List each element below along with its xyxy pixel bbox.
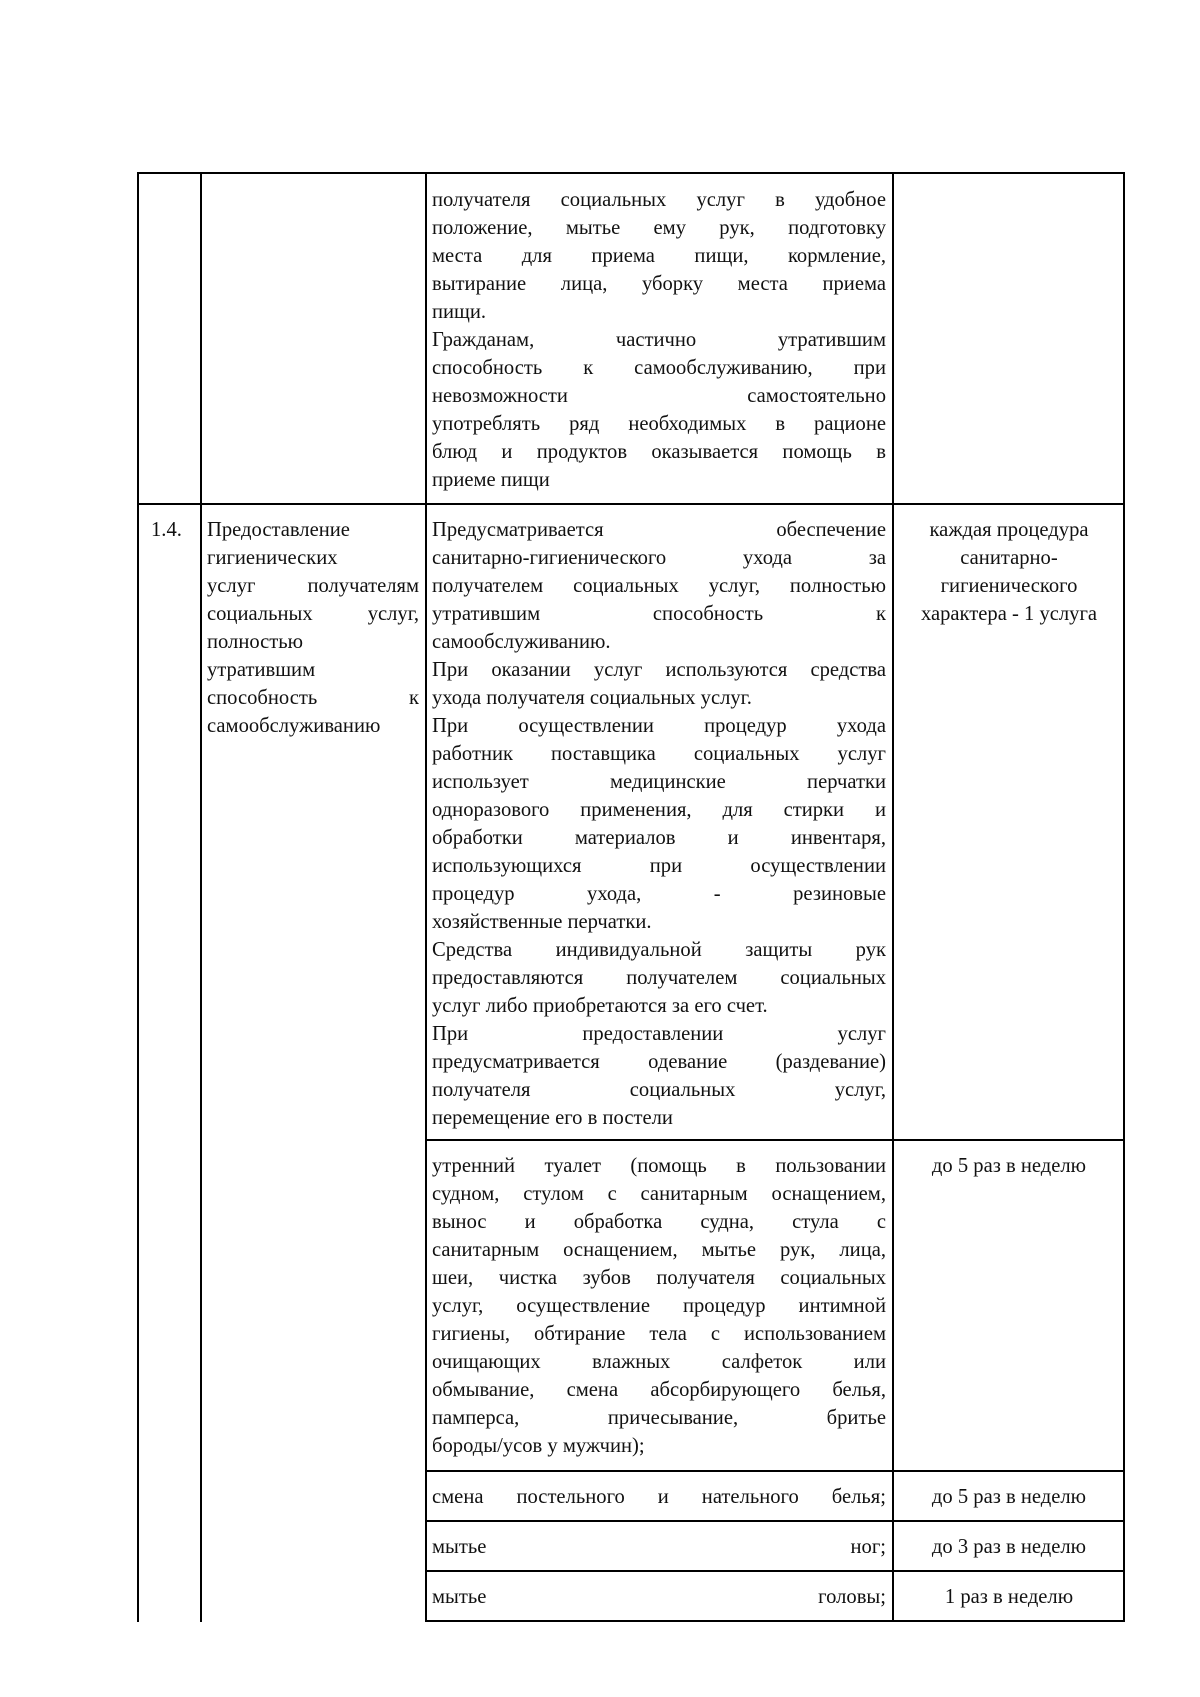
text-line: характера - 1 услуга: [920, 603, 1098, 625]
col-border-number: [200, 172, 202, 1622]
text-line: способность к: [207, 687, 419, 709]
text-line: гигиены, обтирание тела с использованием: [432, 1323, 886, 1345]
subrow-description-morning-toilet: [432, 1152, 886, 1460]
text-line: работник поставщика социальных услуг: [432, 743, 886, 765]
subrow-description-foot-wash: [432, 1533, 886, 1561]
text-line: судном, стулом с санитарным оснащением,: [432, 1183, 886, 1205]
text-line: услуг получателям: [207, 575, 419, 597]
text-line: получателя социальных услуг,: [432, 1079, 886, 1101]
text-line: вытирание лица, уборку места приема: [432, 273, 886, 295]
text-line: положение, мытье ему рук, подготовку: [432, 217, 886, 239]
text-line: Гражданам, частично утратившим: [432, 329, 886, 351]
text-line: санитарно-: [960, 547, 1058, 569]
subrow-divider-4: [425, 1570, 1125, 1572]
text-line: очищающих влажных салфеток или: [432, 1351, 886, 1373]
text-line: одноразового применения, для стирки и: [432, 799, 886, 821]
text-line: смена постельного и нательного белья;: [432, 1486, 886, 1508]
text-line: пищи.: [432, 301, 487, 323]
text-line: способность к самообслуживанию, при: [432, 357, 886, 379]
text-line: При оказании услуг используются средства: [432, 659, 886, 681]
text-line: При осуществлении процедур ухода: [432, 715, 886, 737]
text-line: процедур ухода, - резиновые: [432, 883, 886, 905]
text-line: мытье головы;: [432, 1586, 886, 1608]
text-line: приеме пищи: [432, 469, 550, 491]
subrow-volume-foot-wash: до 3 раз в неделю: [931, 1536, 1087, 1558]
text-line: блюд и продуктов оказывается помощь в: [432, 441, 886, 463]
text-line: шеи, чистка зубов получателя социальных: [432, 1267, 886, 1289]
subrow-divider-1: [425, 1139, 1125, 1141]
text-line: мытье ног;: [432, 1536, 886, 1558]
subrow-divider-2: [425, 1470, 1125, 1472]
col-border-description: [892, 172, 894, 1622]
subrow-volume-head-wash: 1 раз в неделю: [944, 1586, 1074, 1608]
text-line: утренний туалет (помощь в пользовании: [432, 1155, 886, 1177]
text-line: предоставляются получателем социальных: [432, 967, 886, 989]
subrow-volume-linen-change: до 5 раз в неделю: [931, 1486, 1087, 1508]
col-border-right: [1123, 172, 1125, 1622]
service-name: [207, 516, 419, 740]
col-border-name: [425, 172, 427, 1622]
row-number: 1.4.: [151, 519, 182, 541]
text-line: самообслуживанию.: [432, 631, 611, 653]
text-line: вынос и обработка судна, стула с: [432, 1211, 886, 1233]
text-line: гигиенического: [940, 575, 1078, 597]
text-line: самообслуживанию: [207, 715, 381, 737]
subrow-divider-3: [425, 1520, 1125, 1522]
text-line: получателем социальных услуг, полностью: [432, 575, 886, 597]
text-line: полностью: [207, 631, 304, 653]
text-line: Предусматривается обеспечение: [432, 519, 886, 541]
text-line: обмывание, смена абсорбирующего белья,: [432, 1379, 886, 1401]
text-line: использующихся при осуществлении: [432, 855, 886, 877]
subrow-description-head-wash: [432, 1583, 886, 1611]
text-line: При предоставлении услуг: [432, 1023, 886, 1045]
text-line: употреблять ряд необходимых в рационе: [432, 413, 886, 435]
text-line: санитарным оснащением, мытье рук, лица,: [432, 1239, 886, 1261]
text-line: предусматривается одевание (раздевание): [432, 1051, 886, 1073]
text-line: памперса, причесывание, бритье: [432, 1407, 886, 1429]
text-line: ухода получателя социальных услуг.: [432, 687, 752, 709]
row-divider-1-4: [137, 503, 1125, 505]
subrow-description-linen-change: [432, 1483, 886, 1511]
continuation-description: [432, 186, 886, 494]
text-line: невозможности самостоятельно: [432, 385, 886, 407]
text-line: Средства индивидуальной защиты рук: [432, 939, 886, 961]
text-line: обработки материалов и инвентаря,: [432, 827, 886, 849]
table-top-border: [137, 172, 1125, 174]
text-line: санитарно-гигиенического ухода за: [432, 547, 886, 569]
text-line: получателя социальных услуг в удобное: [432, 189, 886, 211]
subrow-bottom-border: [425, 1620, 1125, 1622]
subrow-volume-morning-toilet: до 5 раз в неделю: [931, 1155, 1087, 1177]
text-line: услуг либо приобретаются за его счет.: [432, 995, 768, 1017]
service-description: [432, 516, 886, 1132]
text-line: хозяйственные перчатки.: [432, 911, 652, 933]
text-line: использует медицинские перчатки: [432, 771, 886, 793]
text-line: утратившим: [207, 659, 316, 681]
text-line: каждая процедура: [929, 519, 1089, 541]
text-line: гигиенических: [207, 547, 338, 569]
text-line: утратившим способность к: [432, 603, 886, 625]
text-line: Предоставление: [207, 519, 350, 541]
text-line: услуг, осуществление процедур интимной: [432, 1295, 886, 1317]
service-volume: [896, 516, 1122, 628]
text-line: перемещение его в постели: [432, 1107, 673, 1129]
text-line: бороды/усов у мужчин);: [432, 1435, 645, 1457]
col-border-left: [137, 172, 139, 1622]
text-line: социальных услуг,: [207, 603, 419, 625]
text-line: места для приема пищи, кормление,: [432, 245, 886, 267]
